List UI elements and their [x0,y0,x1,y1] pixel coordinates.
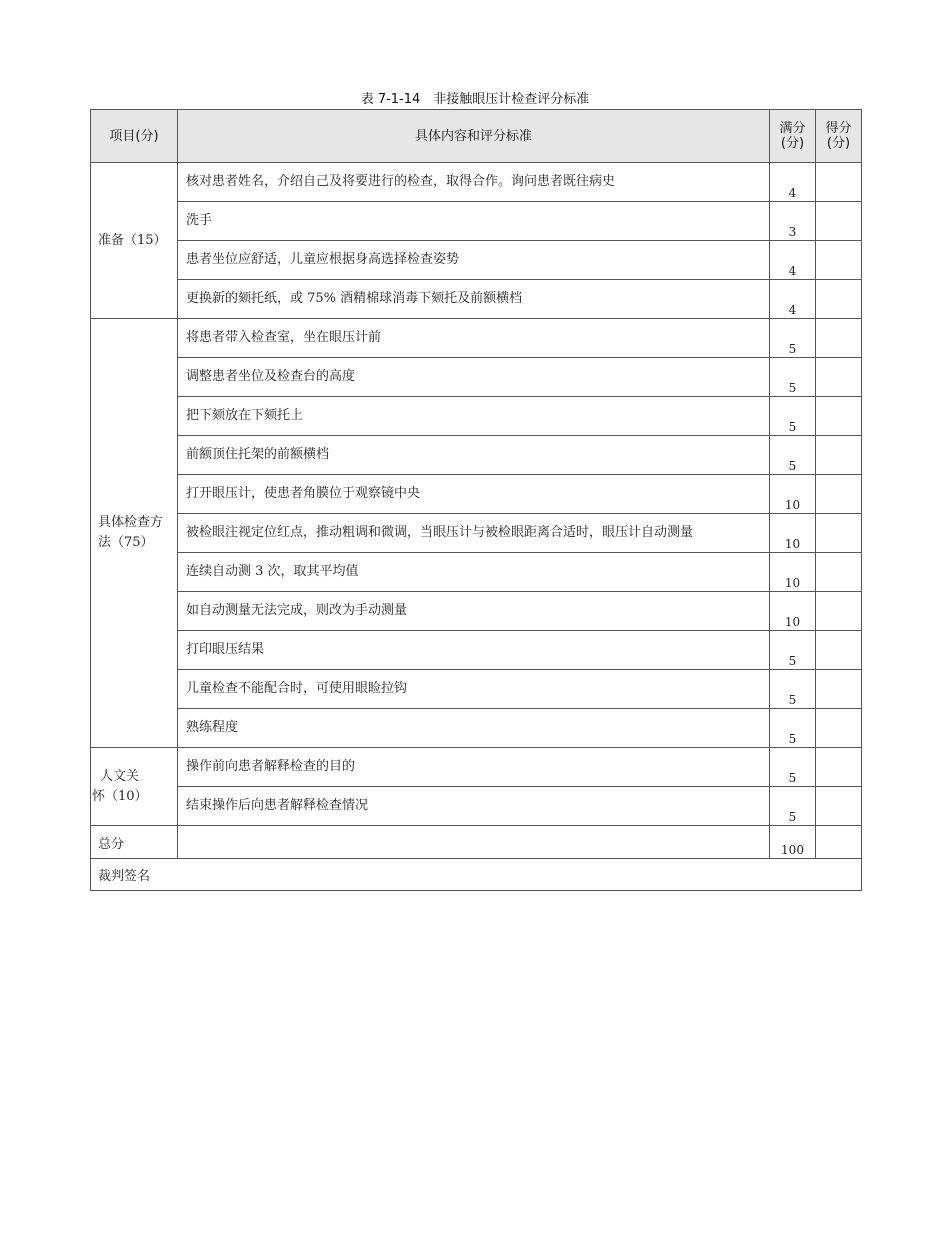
table-caption: 表 7-1-14 非接触眼压计检查评分标准 [360,92,590,107]
row-full-score: 10 [770,592,816,631]
table-row [91,241,862,280]
signature-label[interactable]: 裁判签名 [91,859,862,891]
row-full-score: 10 [770,553,816,592]
row-content: 熟练程度 [178,709,770,748]
row-content: 结束操作后向患者解释检查情况 [178,787,770,826]
row-full-score: 4 [770,280,816,319]
table-row [91,358,862,397]
row-content: 儿童检查不能配合时，可使用眼睑拉钩 [178,670,770,709]
row-full-score: 5 [770,631,816,670]
score-input-cell[interactable] [816,553,862,592]
category-humanity-line1: 人文关 [100,768,140,784]
table-row [91,202,862,241]
header-full-score [770,110,816,163]
score-input-cell[interactable] [816,631,862,670]
table-row [91,748,862,787]
score-input-cell[interactable] [816,787,862,826]
score-input-cell[interactable] [816,748,862,787]
score-input-cell[interactable] [816,670,862,709]
row-full-score: 5 [770,670,816,709]
row-content: 如自动测量无法完成，则改为手动测量 [178,592,770,631]
score-input-cell[interactable] [816,358,862,397]
table-row [91,163,862,202]
row-content: 调整患者坐位及检查台的高度 [178,358,770,397]
table-row [91,592,862,631]
header-score-line1: 得分 [825,121,852,136]
table-row [91,553,862,592]
table-row [91,670,862,709]
row-full-score: 5 [770,787,816,826]
row-content: 核对患者姓名，介绍自己及将要进行的检查，取得合作。询问患者既往病史 [178,163,770,202]
table-row [91,280,862,319]
score-input-cell[interactable] [816,202,862,241]
header-content: 具体内容和评分标准 [178,110,770,163]
category-humanity [91,748,178,826]
score-input-cell[interactable] [816,280,862,319]
total-content-empty [178,826,770,859]
row-content: 把下颏放在下颏托上 [178,397,770,436]
table-row [91,631,862,670]
table-row [91,397,862,436]
row-full-score: 4 [770,163,816,202]
scoring-table [90,109,862,891]
score-input-cell[interactable] [816,709,862,748]
score-input-cell[interactable] [816,397,862,436]
row-full-score: 4 [770,241,816,280]
category-humanity-line2: 怀（10） [92,788,148,804]
row-content: 洗手 [178,202,770,241]
row-full-score: 5 [770,436,816,475]
header-score-line2: (分) [826,136,851,151]
table-row [91,514,862,553]
category-method [91,319,178,748]
row-full-score: 5 [770,358,816,397]
score-input-cell[interactable] [816,592,862,631]
row-content: 打印眼压结果 [178,631,770,670]
row-content: 连续自动测 3 次，取其平均值 [178,553,770,592]
header-category: 项目(分) [91,110,178,163]
row-content: 前额顶住托架的前额横档 [178,436,770,475]
table-row [91,709,862,748]
score-input-cell[interactable] [816,241,862,280]
header-row [91,110,862,163]
header-full-line1: 满分 [779,121,806,136]
row-full-score: 10 [770,475,816,514]
row-full-score: 10 [770,514,816,553]
header-earned-score [816,110,862,163]
total-score-cell[interactable] [816,826,862,859]
row-content: 更换新的颏托纸，或 75% 酒精棉球消毒下颏托及前额横档 [178,280,770,319]
row-full-score: 5 [770,397,816,436]
score-input-cell[interactable] [816,319,862,358]
score-input-cell[interactable] [816,475,862,514]
score-input-cell[interactable] [816,436,862,475]
row-content: 被检眼注视定位红点，推动粗调和微调，当眼压计与被检眼距离合适时，眼压计自动测量 [178,514,770,553]
signature-row [91,859,862,891]
row-full-score: 5 [770,319,816,358]
category-method-line1: 具体检查方 [98,515,164,530]
table-row [91,319,862,358]
category-method-line2: 法（75） [98,535,154,550]
table-row [91,436,862,475]
total-label: 总分 [91,826,178,859]
row-content: 操作前向患者解释检查的目的 [178,748,770,787]
score-input-cell[interactable] [816,163,862,202]
row-content: 患者坐位应舒适，儿童应根据身高选择检查姿势 [178,241,770,280]
score-input-cell[interactable] [816,514,862,553]
row-full-score: 5 [770,748,816,787]
total-row [91,826,862,859]
category-prep: 准备（15） [91,163,178,319]
total-full-score: 100 [770,826,816,859]
table-row [91,475,862,514]
row-content: 打开眼压计，使患者角膜位于观察镜中央 [178,475,770,514]
row-full-score: 5 [770,709,816,748]
table-row [91,787,862,826]
header-full-line2: (分) [780,136,805,151]
row-full-score: 3 [770,202,816,241]
row-content: 将患者带入检查室，坐在眼压计前 [178,319,770,358]
